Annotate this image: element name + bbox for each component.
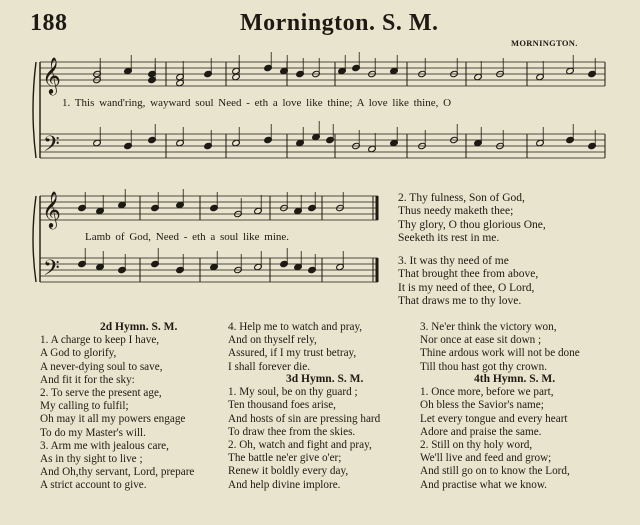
lyric-line-2: Lamb of God, Need - eth a soul like mine. [85,231,290,243]
hymn-line: Let every tongue and every heart [420,412,568,425]
hymn-line: 1. Once more, before we part, [420,386,554,399]
hymn-line: My calling to fulfil; [40,400,129,413]
tune-name: MORNINGTON. [511,38,578,48]
hymn-line: Ten thousand foes arise, [228,399,336,412]
hymn-line: To do my Master's will. [40,426,146,439]
bass-clef-icon: 𝄢 [43,132,60,162]
verse-line: Thus needy maketh thee; [398,205,514,218]
hymn-line: And hosts of sin are pressing hard [228,412,381,425]
verses-block [398,192,633,308]
hymn-line: Thine ardous work will not be done [420,347,580,360]
verse-line: Thy glory, O thou glorious One, [398,218,546,231]
verse-3 [398,255,633,308]
hymn-line: And fit it for the sky: [40,373,135,386]
verse-line: That brought thee from above, [398,268,539,281]
hymn-line: 1. My soul, be on thy guard ; [228,386,358,399]
hymn-3d-title: 3d Hymn. S. M. [286,373,364,385]
hymn-4th-title: 4th Hymn. S. M. [474,373,556,385]
hymn-line: Adore and praise the same. [420,425,542,438]
hymn-line: A never-dying soul to save, [40,360,163,373]
hymn-line: 3. Arm me with jealous care, [40,439,169,452]
hymn-3d-verse-3 [420,321,580,374]
hymn-2d-title: 2d Hymn. S. M. [100,321,178,333]
hymn-3d [228,373,380,492]
verse-line: 2. Thy fulness, Son of God, [398,192,525,204]
treble-clef-icon: 𝄞 [42,56,61,94]
hymn-line: And on thyself rely, [228,334,317,347]
verse-2 [398,192,633,245]
hymn-2d-verse-4 [228,321,362,374]
hymn-line: A God to glorify, [40,347,117,360]
hymn-4th [420,373,570,492]
verse-line: 3. It was thy need of me [398,255,509,268]
hymn-line: 1. A charge to keep I have, [40,334,160,347]
hymn-line: The battle ne'er give o'er; [228,452,342,465]
hymn-line: Till thou hast got thy crown. [420,360,548,373]
hymn-line: 2. Still on thy holy word, [420,439,533,452]
hymn-line: And still go on to know the Lord, [420,465,570,478]
hymn-line: 2. Oh, watch and fight and pray, [228,439,372,452]
hymn-line: Oh may it all my powers engage [40,413,186,426]
hymn-line: Renew it boldly every day, [228,465,349,478]
hymn-2d [40,321,194,493]
verse-line: That draws me to thy love. [398,295,522,308]
hymn-line: As in thy sight to live ; [40,453,143,466]
hymn-line: I shall forever die. [228,360,311,373]
system-brace [33,196,36,282]
hymn-line: A strict account to give. [40,479,147,492]
hymn-line: 4. Help me to watch and pray, [228,321,363,333]
hymn-line: 3. Ne'er think the victory won, [420,321,557,333]
hymn-line: And Oh,thy servant, Lord, prepare [40,466,195,479]
system-brace [33,62,36,158]
hymn-line: Assured, if I my trust betray, [228,347,357,360]
hymn-line: Oh bless the Savior's name; [420,399,544,412]
page-number: 188 [30,10,68,36]
bass-clef-icon: 𝄢 [43,256,60,286]
treble-clef-icon: 𝄞 [42,190,61,228]
hymn-line: And help divine implore. [228,478,341,491]
hymn-line: We'll live and feed and grow; [420,452,552,465]
hymn-line: Nor once at ease sit down ; [420,334,542,347]
lyric-line-1: 1. This wand'ring, wayward soul Need - eth a love like thine; A love like thine, O [62,97,452,109]
hymn-line: And practise what we know. [420,478,547,491]
verse-line: Seeketh its rest in me. [398,231,500,244]
verse-line: It is my need of thee, O Lord, [398,281,535,294]
hymn-line: To draw thee from the skies. [228,425,356,438]
hymn-title: Mornington. S. M. [240,10,439,36]
hymn-line: 2. To serve the present age, [40,387,162,400]
